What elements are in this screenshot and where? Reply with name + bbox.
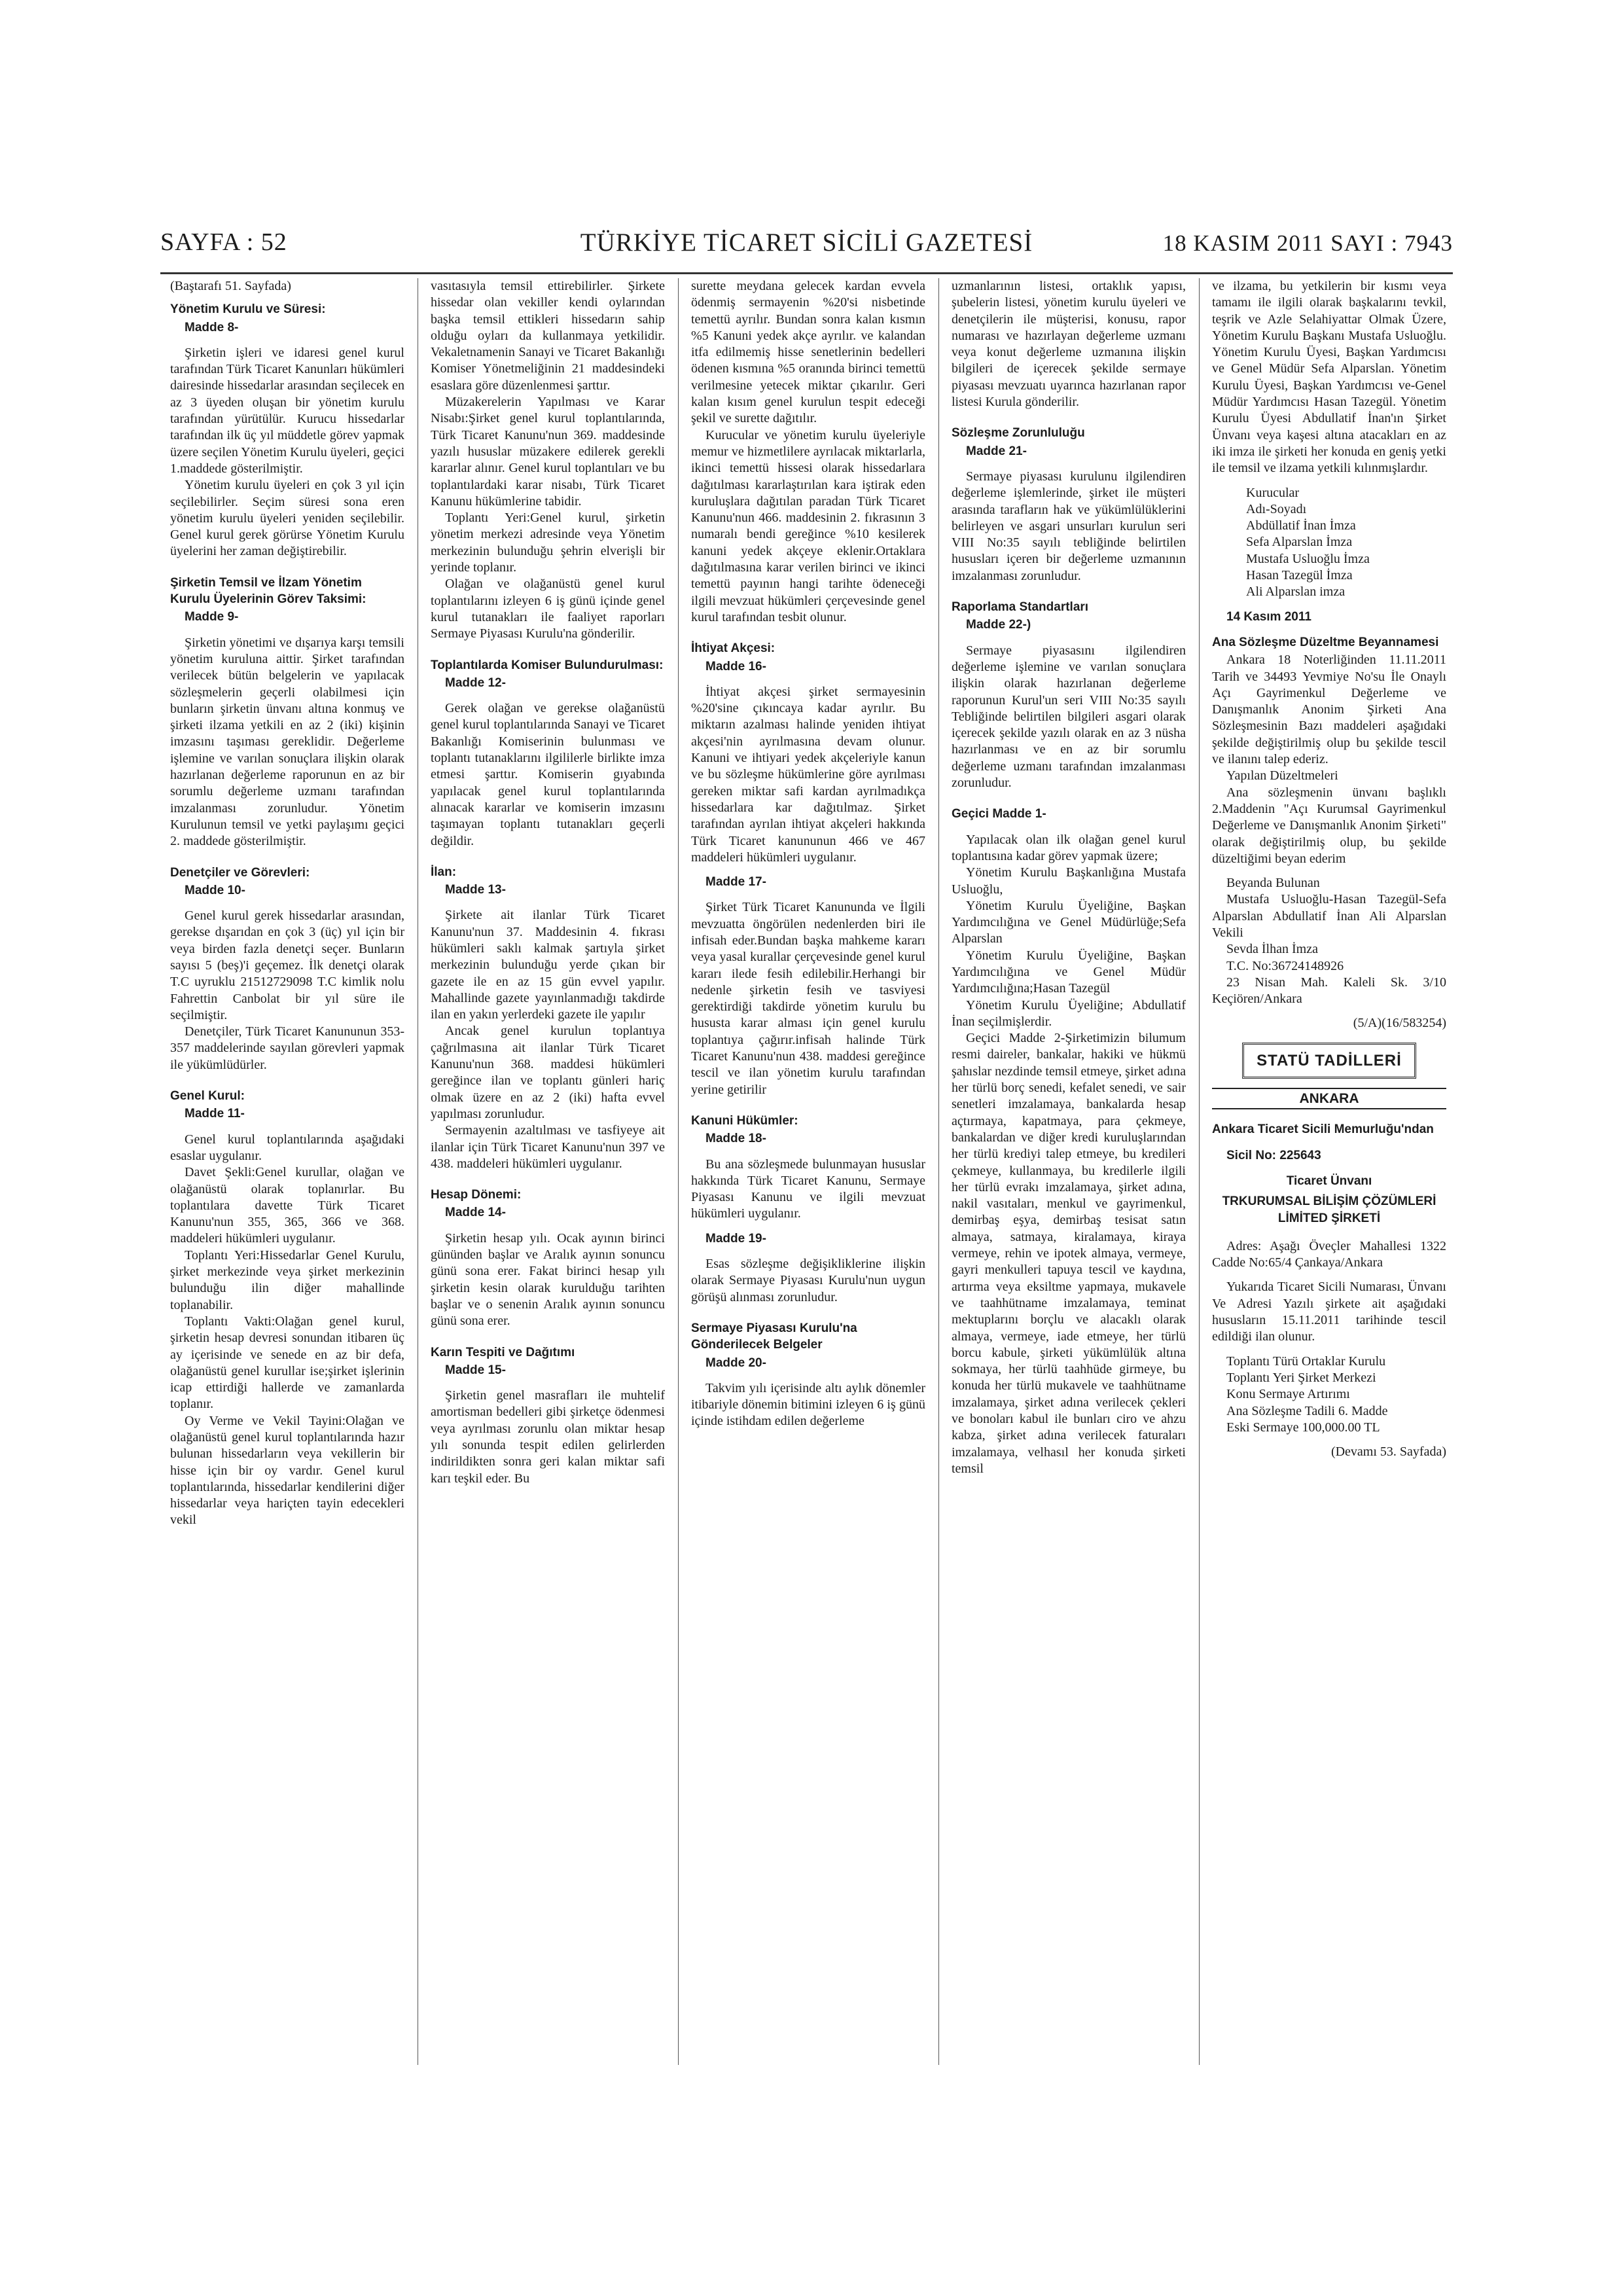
paragraph: Ankara 18 Noterliğinden 11.11.2011 Tarih ve 34493 Yevmiye No'su İle Onaylı Açı Gayrimenkul Değerleme ve Danışmanlık Anonim Şirketi Ana Sözleşmesinin Bazı maddeleri aşağıdaki şekilde değiştirilmiş olup bu şekilde tescil ve ilanını talep ederiz.	[1212, 653, 1446, 767]
section-heading: Kanuni Hükümler:	[691, 1113, 798, 1128]
paragraph: Ana sözleşmenin ünvanı başlıklı 2.Maddenin "Açı Kurumsal Gayrimenkul Değerleme ve Danışmanlık Anonim Şirketi" olarak değiştirilmiş olup, bu şekilde düzeltiğimi beyan ederim	[1212, 785, 1446, 866]
paragraph: Sermaye piyasasını ilgilendiren değerleme işlemine ve varılan sonuçlara ilişkin olarak hazırlanan değerleme raporunun Kurul'un seri VIII No:35 sayılı Tebliğinde belirtilen bilgileri asgari olarak içerecek şekilde yazılı olarak en az 3 nüsha hazırlanması ve en az bir sorumlu değerleme uzmanı tarafından imzalanması zorunludur.	[952, 643, 1186, 791]
paragraph: Toplantı Yeri:Genel kurul, şirketin yönetim merkezi adresinde veya Yönetim merkezinin bulunduğu şehrin elverişli bir yerinde toplanır.	[431, 511, 665, 575]
company-name: TRKURUMSAL BİLİŞİM ÇÖZÜMLERİ LİMİTED ŞİRKETİ	[1222, 1194, 1436, 1225]
paragraph: Şirketin hesap yılı. Ocak ayının birinci gününden başlar ve Aralık ayının sonuncu günü sona erer. Fakat birinci hesap yılı şirketin kesin olarak kurulduğu tarihten başlar ve o senenin Aralık ayının sonuncu günü sona erer.	[431, 1230, 665, 1329]
article-number: Madde 14-	[445, 1206, 506, 1220]
paragraph: Sermaye piyasası kurulunu ilgilendiren değerleme işlemlerinde, şirket ile müşteri arasında tarafların hak ve yükümlülüklerini belirleyen ve asgari unsurları kurulun seri VIII No:35 sayılı tebliğinde belirtilen hususları içeren bir değerleme uzmanının imzalanması zorunludur.	[952, 469, 1186, 583]
section-heading: İlan:	[431, 865, 457, 879]
city-heading: ANKARA	[1212, 1088, 1446, 1109]
paragraph: Şirketin genel masrafları ile muhtelif amortisman bedelleri gibi şirketçe ödenmesi veya ayrılması zorunlu olan miktar hesap yılı sonunda tespit edilen gelirlerden indirildikten sonra geri kalan miktar safi karı teşkil eder. Bu	[431, 1388, 665, 1486]
notice-date: 14 Kasım 2011	[1226, 609, 1311, 624]
section-banner: STATÜ TADİLLERİ	[1242, 1043, 1416, 1079]
paragraph: surette meydana gelecek kardan evvela ödenmiş sermayenin %20'si nisbetinde temettü ayrılır. Bundan sonra kalan kısmın %5 Kanuni yedek akçe ayrılır. ve kalandan itfa edilmemiş hisse senetlerinin bedelleri ödenen kısmına %5 oranında birinci temettü verilmesine yetecek miktar çıkarılır. Geri kalan kısım genel kurulun tespit edeceği şekil ve surette dağıtılır.	[691, 279, 925, 426]
article-number: Madde 19-	[705, 1231, 766, 1246]
article-number: Madde 10-	[185, 883, 245, 897]
paragraph: Şirketin yönetimi ve dışarıya karşı temsili yönetim kuruluna aittir. Şirket tarafından verilecek bütün belgelerin ve yapılacak sözleşmelerin geçerli olabilmesi için bunların şirketin ünvanı altına konmuş ve şirketi ilzama yetkili en az 2 (iki) kişinin imzasını taşıması gereklidir. Değerleme işlemine ve varılan sonuçlara ilişkin olarak hazırlanan değerleme raporunun en az bir sorumlu değerleme uzmanı tarafından imzalanması zorunludur. Yönetim Kurulunun temsil ve yetki paylaşımı geçici 2. maddede gösterilmiştir.	[170, 635, 404, 849]
article-number: Madde 12-	[445, 675, 506, 690]
paragraph: Şirkete ait ilanlar Türk Ticaret Kanunu'nun 37. Maddesinin 4. fıkrası hükümleri saklı kalmak şartıyla şirket merkezinin bulunduğu yerde çıkan bir gazete ile en az 15 gün evvel yapılır. Mahallinde gazete yayınlanmadığı takdirde ilan en yakın yerlerdeki gazete ile yapılır	[431, 908, 665, 1022]
signature-line: Hasan Tazegül İmza	[1246, 568, 1353, 583]
section-heading: Hesap Dönemi:	[431, 1188, 522, 1202]
paragraph: Yönetim Kurulu Üyeliğine; Abdullatif İnan seçilmişlerdir.	[952, 997, 1186, 1029]
paragraph: Gerek olağan ve gerekse olağanüstü genel kurul toplantılarında Sanayi ve Ticaret Bakanlığı Komiserinin bulunması ve toplantı tutanaklarını ilgililerle birlikte imza etmesi şarttır. Komiserin gıyabında yapılacak genel kurul toplantılarında alınacak kararlar ve komiserin imzasını taşımayan toplantı tutanakları geçerli değildir.	[431, 701, 665, 848]
paragraph: Yapılan Düzeltmeleri	[1226, 768, 1338, 783]
article-number: Madde 8-	[185, 320, 239, 334]
section-heading: Yönetim Kurulu ve Süresi:	[170, 302, 326, 317]
column-divider	[1199, 278, 1200, 2065]
paragraph: Sermayenin azaltılması ve tasfiyeye ait ilanlar için Türk Ticaret Kanunu'nun 397 ve 438. maddeleri hükümleri uygulanır.	[431, 1123, 665, 1171]
paragraph: vasıtasıyla temsil ettirebilirler. Şirkete hissedar olan vekiller kendi oylarından başka temsil ettikleri hissedarın sahip olduğu oyları da kullanmaya yetkilidir. Vekaletnamenin Sanayi ve Ticaret Bakanlığı Komiser Yönetmeliğinin 21 maddesindeki esaslara göre düzenlenmesi şarttır.	[431, 279, 665, 393]
founders-label: Kurucular	[1246, 485, 1300, 500]
declarant-label: Beyanda Bulunan	[1226, 876, 1320, 891]
article-number: Madde 21-	[966, 444, 1027, 458]
paragraph: Yönetim kurulu üyeleri en çok 3 yıl için seçilebilirler. Seçim süresi sona eren yönetim kurulu üyeleri yeniden seçilebilir. Genel kurul gerek görürse Yönetim Kurulu üyelerini her zaman değiştirebilir.	[170, 478, 404, 559]
header-rule	[160, 272, 1453, 274]
article-columns	[170, 278, 1445, 2065]
section-heading: İhtiyat Akçesi:	[691, 641, 776, 656]
article-number: Madde 22-)	[966, 618, 1031, 632]
meeting-detail: Ana Sözleşme Tadili 6. Madde	[1226, 1403, 1388, 1418]
column-divider	[678, 278, 679, 2065]
continuation-note: (Baştarafı 51. Sayfada)	[170, 279, 291, 293]
paragraph: Oy Verme ve Vekil Tayini:Olağan ve olağanüstü genel kurul toplantılarında hazır bulunan hissedarların veya vekillerin bir hisse için bir oy vardır. Genel kurul toplantılarında, hissedarlar kendilerini diğer hissedarlar veya hariçten tayin edecekleri vekil	[170, 1413, 404, 1528]
paragraph: Genel kurul toplantılarında aşağıdaki esaslar uygulanır.	[170, 1132, 404, 1163]
signature-line: Abdüllatif İnan İmza	[1246, 518, 1356, 533]
paragraph: Davet Şekli:Genel kurullar, olağan ve olağanüstü olarak toplanırlar. Bu toplantılara davette Türk Ticaret Kanunu'nun 355, 365, 366 ve 368. maddeleri hükümleri uygulanır.	[170, 1165, 404, 1246]
column-1	[170, 278, 404, 2065]
company-address: Adres: Aşağı Öveçler Mahallesi 1322 Cadde No:65/4 Çankaya/Ankara	[1212, 1238, 1446, 1270]
paragraph: Yapılacak olan ilk olağan genel kurul toplantısına kadar görev yapmak üzere;	[952, 832, 1186, 863]
paragraph: Şirket Türk Ticaret Kanununda ve İlgili mevzuatta öngörülen nedenlerden biri ile infisah eder.Bundan başka mahkeme kararı veya yasal kurallar çerçevesinde genel kurul kararı ilede fesih edilebilir.Herhangi bir nedenle şirketin fesih ve tasviyesi gerektirdiği takdirde yönetim kurulu bu hususta karar alması için genel kurulu toplantıya çağırır.infisah halinde Türk Ticaret Kanunu'nun 438. maddesi gereğince tescil ve ilan yönetim kurulu tarafından yerine getirilir	[691, 900, 925, 1097]
signature-line: Ali Alparslan imza	[1246, 584, 1346, 600]
registry-number: Sicil No: 225643	[1226, 1148, 1321, 1162]
paragraph: ve ilzama, bu yetkilerin bir kısmı veya tamamı ile ilgili olarak başkalarını tevkil, teşrik ve Azle Selahiyattar Olmak Üzere, Yönetim Kurulu Başkanı Mustafa Usluoğlu. Yönetim Kurulu Üyesi, Başkan Yardımcısı ve Genel Müdür Sefa Alparslan. Yönetim Kurulu Üyesi, Başkan Yardımcısı ve-Genel Müdür Yardımcısı Hasan Tazegül. Yönetim Kurulu Üyesi Abdullatif İnan'ın Şirket Ünvanı veya kaşesi altına atacakları en az iki imza ile şirketi her konuda en geniş yetki ile temsil ve ilzama yetkili kılınmışlardır.	[1212, 279, 1446, 476]
paragraph: Kurucular ve yönetim kurulu üyeleriyle memur ve hizmetlilere ayrılacak miktarlarla, ikinci temettü hissesi olarak hissedarlara dağıtılması kararlaştırılan kara iştirak eden kuruluşlara dağıtılan paradan Türk Ticaret Kanunu'nun 466. maddesinin 2. fıkrasının 3 numaralı bendi gereğince %10 kesilerek kanuni yedek akçeye eklenir.Ortaklara dağıtılmasına karar verilen birinci ve ikinci temettü payının hangi tarihte ödeneceği ilgili mevzuat hükümleri çerçevesinde genel kurul tarafından tesbit olunur.	[691, 427, 925, 624]
gazette-title: TÜRKİYE TİCARET SİCİLİ GAZETESİ	[580, 228, 1033, 257]
paragraph: Mustafa Usluoğlu-Hasan Tazegül-Sefa Alparslan Abdullatif İnan Ali Alparslan Vekili	[1212, 892, 1446, 940]
section-heading: Şirketin Temsil ve İlzam Yönetim Kurulu Üyelerinin Görev Taksimi:	[170, 575, 366, 607]
reference-code: (5/A)(16/583254)	[1353, 1016, 1446, 1031]
id-number: T.C. No:36724148926	[1226, 958, 1344, 973]
article-number: Madde 9-	[185, 610, 239, 624]
paragraph: uzmanlarının listesi, ortaklık yapısı, şubelerin listesi, yönetim kurulu üyeleri ve denetçilerin ile müşterisi, konusu, rapor numarası ve hazırlayan değerleme uzmanı veya konut değerleme uzmanına ilişkin bilgileri de içerecek şekilde sermaye piyasası mevzuatı uyarınca hazırlanan rapor listesi Kurula gönderilir.	[952, 279, 1186, 410]
paragraph: Bu ana sözleşmede bulunmayan hususlar hakkında Türk Ticaret Kanunu, Sermaye Piyasası Kanunu ve ilgili mevzuat hükümleri uygulanır.	[691, 1157, 925, 1221]
paragraph: Genel kurul gerek hissedarlar arasından, gerekse dışarıdan en çok 3 (üç) yıl için bir veya birden fazla denetçi seçer. Bunların sayısı 5 (beş)'i geçemez. İlk denetçi olarak T.C uyruklu 21512729098 T.C kimlik nolu Fahrettin Canbolat bir yıl süre ile seçilmiştir.	[170, 908, 404, 1022]
section-heading: Sözleşme Zorunluluğu	[952, 426, 1085, 440]
paragraph: Yönetim Kurulu Üyeliğine, Başkan Yardımcılığına ve Genel Müdürlüğe;Sefa Alparslan	[952, 898, 1186, 946]
article-number: Madde 13-	[445, 883, 506, 897]
article-number: Madde 15-	[445, 1363, 506, 1377]
article-number: Madde 17-	[705, 875, 766, 889]
article-number: Madde 18-	[705, 1132, 766, 1146]
paragraph: Denetçiler, Türk Ticaret Kanununun 353-357 maddelerinde sayılan görevleri yapmak ile yükümlüdürler.	[170, 1024, 404, 1072]
paragraph: Yönetim Kurulu Başkanlığına Mustafa Usluoğlu,	[952, 865, 1186, 897]
paragraph: Olağan ve olağanüstü genel kurul toplantılarını izleyen 6 iş günü içinde genel kurul tutanakları ile faaliyet raporları Sermaye Piyasası Kurulu'na gönderilir.	[431, 577, 665, 641]
paragraph: Yönetim Kurulu Üyeliğine, Başkan Yardımcılığına ve Genel Müdür Yardımcılığına;Hasan Tazegül	[952, 948, 1186, 996]
signature-line: Sevda İlhan İmza	[1226, 942, 1318, 957]
meeting-detail: Eski Sermaye 100,000.00 TL	[1226, 1420, 1380, 1435]
section-heading: Sermaye Piyasası Kurulu'na Gönderilecek Belgeler	[691, 1321, 857, 1352]
article-number: Madde 11-	[185, 1107, 245, 1121]
section-heading: Ana Sözleşme Düzeltme Beyannamesi	[1212, 635, 1439, 649]
section-heading: Raporlama Standartları	[952, 600, 1089, 615]
meeting-detail: Toplantı Türü Ortaklar Kurulu	[1226, 1354, 1386, 1369]
signature-line: Mustafa Usluoğlu İmza	[1246, 551, 1370, 566]
column-4	[952, 278, 1186, 2065]
continued-note: (Devamı 53. Sayfada)	[1330, 1444, 1446, 1460]
article-number: Madde 20-	[705, 1355, 766, 1370]
section-heading: Toplantılarda Komiser Bulundurulması:	[431, 658, 664, 672]
signature-line: Sefa Alparslan İmza	[1246, 535, 1353, 550]
paragraph: Ancak genel kurulun toplantıya çağrılmasına ait ilanlar Türk Ticaret Kanunu'nun 368. maddesi hükümleri gereğince ilan ve toplantı günleri hariç olmak üzere en az 2 (iki) hafta evvel yapılması zorunludur.	[431, 1024, 665, 1121]
paragraph: Şirketin işleri ve idaresi genel kurul tarafından Türk Ticaret Kanunları hükümleri dairesinde hissedarlar arasından seçilecek en az 3 üyeden oluşan bir yönetim kurulu tarafından yürütülür. Kurucu hissedarlar tarafından ilk üç yıl müddetle görev yapmak üzere seçilen Yönetim Kurulu üyeleri, geçici 1.maddede gösterilmiştir.	[170, 345, 404, 476]
column-2	[431, 278, 665, 2065]
article-number: Madde 16-	[705, 659, 766, 673]
paragraph: Takvim yılı içerisinde altı aylık dönemler itibariyle dönemin bitimini izleyen 6 iş günü içinde istihdam edilen değerleme	[691, 1380, 925, 1429]
paragraph: Yukarıda Ticaret Sicili Numarası, Ünvanı Ve Adresi Yazılı şirkete ait aşağıdaki hususların 15.11.2011 tarihinde tescil edildiği ilan olunur.	[1212, 1280, 1446, 1344]
page-header	[160, 221, 1453, 267]
page-number: SAYFA : 52	[160, 228, 287, 256]
section-heading: Denetçiler ve Görevleri:	[170, 865, 310, 880]
name-surname-label: Adı-Soyadı	[1246, 501, 1307, 516]
paragraph: Toplantı Yeri:Hissedarlar Genel Kurulu, şirket merkezinde veya şirket merkezinin bulunduğu ilin diğer mahallinde toplanabilir.	[170, 1247, 404, 1312]
column-3	[691, 278, 925, 2065]
meeting-detail: Konu Sermaye Artırımı	[1226, 1387, 1350, 1402]
paragraph: Esas sözleşme değişikliklerine ilişkin olarak Sermaye Piyasası Kurulu'nun uygun görüşü alınması zorunludur.	[691, 1257, 925, 1304]
section-heading: Karın Tespiti ve Dağıtımı	[431, 1345, 575, 1359]
address: 23 Nisan Mah. Kaleli Sk. 3/10 Keçiören/Ankara	[1212, 975, 1446, 1007]
meeting-detail: Toplantı Yeri Şirket Merkezi	[1226, 1370, 1376, 1385]
paragraph: Geçici Madde 2-Şirketimizin bilumum resmi daireler, bankalar, hakiki ve hükmü şahıslar nezdinde temsil etmeye, şirket adına her türlü borç senedi, kefalet senedi, ve sair senetleri imzalamaya, bankalarda hesap açtırmaya, kapatmaya, para çekmeye, bankalardan ve diğer kredi kuruluşlarından her türlü krediyi talep etmeye, bu kredileri çekmeye, kullanmaya, bu kredilerle ilgili her türlü evrakı imzalamaya, şirket adına, nakil vasıtaları, menkul ve gayrimenkul, demirbaş eşya, demirbaş tesisat satın almaya, satmaya, kiralamaya, kiraya vermeye, rehin ve ipotek almaya, vermeye, gayri menkulleri tapuya tescil ve kaydına, artırma veya eksiltme yapmaya, mukavele ve taahhütname imzalamaya, teminat mektuplarını borçlu ve alacaklı olarak almaya, vermeye, iade etmeye, her türlü borcu kabule, şirketi yükümlülük altına sokmaya, her türlü taahhüde girmeye, bu konuda her türlü mukavele ve taahhütname imzalamaya, şirket adına verilecek çekleri ve bonoları kabul ile bunları ciro ve ahzu kabza, şirket adına verilecek faturaları imzalamaya, velhasıl her konuda şirketi temsil	[952, 1031, 1186, 1476]
paragraph: Müzakerelerin Yapılması ve Karar Nisabı:Şirket genel kurul toplantılarında, Türk Ticaret Kanunu'nun 369. maddesinde yazılı hususlar müzakere edilerek gerekli kararlar alınır. Genel kurul toplantıları ve bu toplantılardaki karar nisabı, Türk Ticaret Kanunu hükümlerine tabidir.	[431, 395, 665, 509]
section-heading: Geçici Madde 1-	[952, 807, 1046, 821]
registry-office: Ankara Ticaret Sicili Memurluğu'ndan	[1212, 1122, 1434, 1137]
column-5	[1212, 278, 1446, 2065]
trade-name-label: Ticaret Ünvanı	[1286, 1174, 1372, 1188]
paragraph: İhtiyat akçesi şirket sermayesinin %20'sine çıkıncaya kadar ayrılır. Bu miktarın azalması halinde yeniden ihtiyat akçesi'nin ayrılmasına devam olunur. Kanuni ve ihtiyari yedek akçeleriyle kanun ve bu sözleşme hükümlerine göre ayrılması gereken miktar safi kardan ayrılmadıkça hissedarlara kar dağıtılmaz. Şirket tarafından ayrılan ihtiyat akçeleri hakkında Türk Ticaret kanununun 466 ve 467 maddeleri hükümleri uygulanır.	[691, 684, 925, 865]
issue-date: 18 KASIM 2011 SAYI : 7943	[1162, 230, 1453, 256]
paragraph: Toplantı Vakti:Olağan genel kurul, şirketin hesap devresi sonundan itibaren üç ay içerisinde ve senede en az bir defa, olağanüstü genel kurullar ise;şirket işlerinin icap ettirdiği hallerde ve zamanlarda toplanır.	[170, 1314, 404, 1412]
section-heading: Genel Kurul:	[170, 1089, 245, 1103]
column-divider	[938, 278, 939, 2065]
